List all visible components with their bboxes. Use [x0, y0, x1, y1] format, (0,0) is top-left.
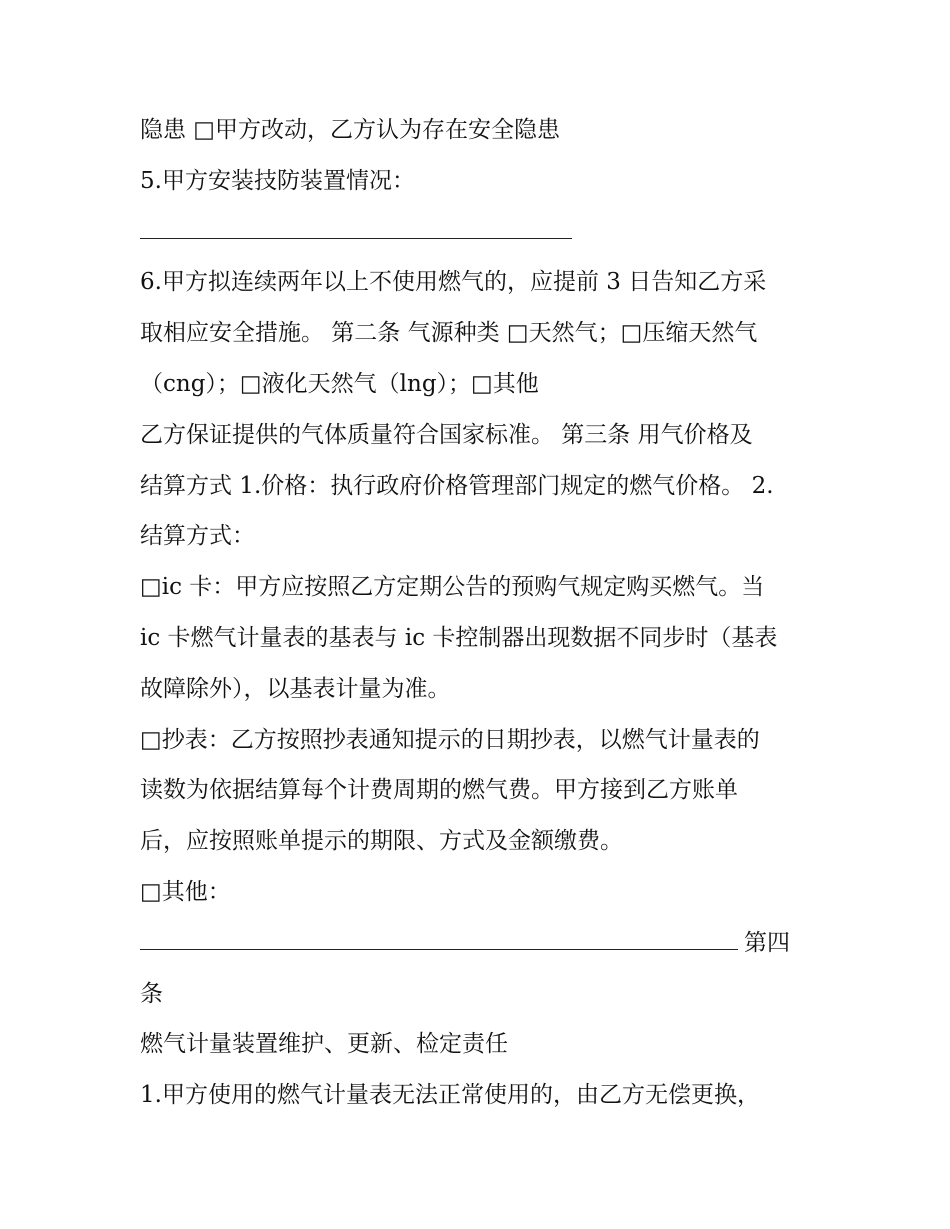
text-line: 乙方保证提供的气体质量符合国家标准。 第三条 用气价格及 — [140, 421, 753, 448]
fill-in-blank-line — [140, 919, 738, 950]
text-line: □抄表：乙方按照抄表通知提示的日期抄表，以燃气计量表的 — [140, 726, 760, 753]
text-line: 取相应安全措施。 第二条 气源种类 □天然气；□压缩天然气 — [140, 320, 758, 347]
text-line: 后，应按照账单提示的期限、方式及金额缴费。 — [140, 828, 623, 855]
text-line: 故障除外），以基表计量为准。 — [140, 675, 451, 702]
text-line: 5.甲方安装技防装置情况： — [140, 167, 415, 194]
text-line: ic 卡燃气计量表的基表与 ic 卡控制器出现数据不同步时（基表 — [140, 624, 778, 651]
section-title: 燃气计量装置维护、更新、检定责任 — [140, 1031, 508, 1058]
article-heading: 第四 — [744, 929, 790, 956]
text-line: 隐患 □甲方改动，乙方认为存在安全隐患 — [140, 117, 561, 143]
text-line: （cng）；□液化天然气（lng）；□其他 — [140, 370, 539, 397]
text-line: 读数为依据结算每个计费周期的燃气费。甲方接到乙方账单 — [140, 777, 738, 804]
text-line: 6.甲方拟连续两年以上不使用燃气的，应提前 3 日告知乙方采 — [140, 269, 767, 296]
fill-in-blank-line — [140, 208, 572, 239]
blank-line-row — [140, 918, 820, 969]
text-line: 结算方式 1.价格：执行政府价格管理部门规定的燃气价格。 2. — [140, 472, 774, 499]
text-line: 条 — [140, 980, 163, 1007]
text-line: □其他： — [140, 878, 231, 905]
blank-line-row — [140, 207, 820, 258]
text-line: □ic 卡：甲方应按照乙方定期公告的预购气规定购买燃气。当 — [140, 574, 765, 601]
text-line: 结算方式： — [140, 523, 255, 550]
text-line: 1.甲方使用的燃气计量表无法正常使用的，由乙方无偿更换， — [140, 1082, 760, 1109]
document-body — [140, 105, 820, 1121]
